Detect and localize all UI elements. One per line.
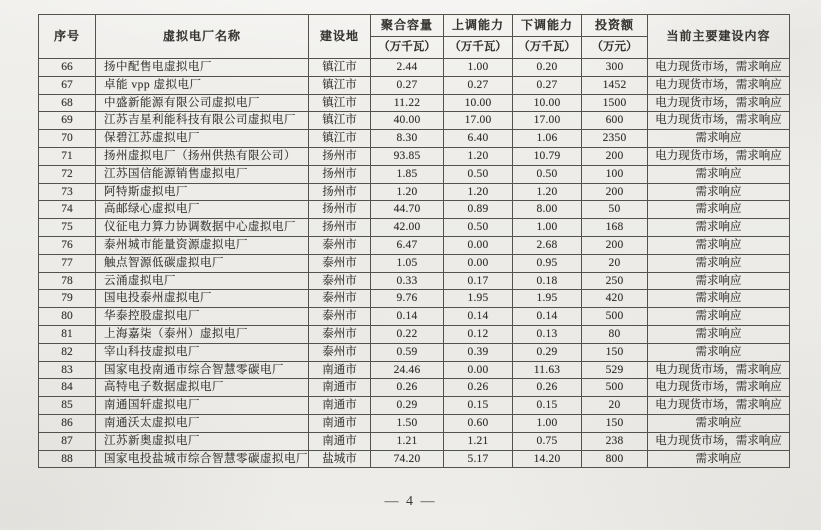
cell-aggregate-capacity: 1.50 (371, 414, 444, 432)
table-row (39, 165, 790, 183)
cell-investment: 150 (582, 414, 648, 432)
cell-aggregate-capacity: 1.21 (371, 432, 444, 450)
cell-plant-name: 南通国轩虚拟电厂 (96, 397, 309, 415)
cell-investment: 238 (582, 432, 648, 450)
cell-investment: 20 (582, 254, 648, 272)
cell-downward-capability: 0.29 (513, 343, 582, 361)
cell-construction-content: 需求响应 (648, 219, 790, 237)
cell-plant-name: 高特电子数据虚拟电厂 (96, 379, 309, 397)
cell-downward-capability: 1.95 (513, 290, 582, 308)
cell-construction-content: 需求响应 (648, 325, 790, 343)
table-row (39, 254, 790, 272)
cell-downward-capability: 10.79 (513, 147, 582, 165)
cell-upward-capability: 0.17 (444, 272, 513, 290)
cell-serial-number: 79 (39, 290, 96, 308)
cell-construction-content: 需求响应 (648, 254, 790, 272)
cell-construction-content: 需求响应 (648, 308, 790, 326)
table-row (39, 219, 790, 237)
table-row (39, 59, 790, 77)
cell-construction-content: 需求响应 (648, 165, 790, 183)
cell-serial-number: 74 (39, 201, 96, 219)
cell-upward-capability: 5.17 (444, 450, 513, 468)
table-row (39, 201, 790, 219)
cell-location: 泰州市 (309, 343, 371, 361)
cell-downward-capability: 0.20 (513, 59, 582, 77)
cell-aggregate-capacity: 93.85 (371, 147, 444, 165)
cell-downward-capability: 0.18 (513, 272, 582, 290)
cell-upward-capability: 1.21 (444, 432, 513, 450)
header-aggregate-capacity: 聚合容量 (371, 15, 444, 37)
table-row (39, 272, 790, 290)
cell-plant-name: 上海嘉柒（泰州）虚拟电厂 (96, 325, 309, 343)
cell-construction-content: 需求响应 (648, 272, 790, 290)
cell-upward-capability: 1.20 (444, 147, 513, 165)
cell-aggregate-capacity: 0.27 (371, 76, 444, 94)
cell-investment: 250 (582, 272, 648, 290)
cell-location: 镇江市 (309, 59, 371, 77)
cell-location: 南通市 (309, 361, 371, 379)
cell-upward-capability: 0.00 (444, 236, 513, 254)
header-location: 建设地 (309, 15, 371, 59)
table-row (39, 94, 790, 112)
cell-investment: 100 (582, 165, 648, 183)
cell-upward-capability: 0.26 (444, 379, 513, 397)
cell-aggregate-capacity: 8.30 (371, 130, 444, 148)
table-row (39, 183, 790, 201)
cell-upward-capability: 1.20 (444, 183, 513, 201)
header-investment-unit: （万元） (582, 37, 648, 59)
cell-aggregate-capacity: 0.29 (371, 397, 444, 415)
cell-serial-number: 78 (39, 272, 96, 290)
cell-serial-number: 75 (39, 219, 96, 237)
cell-upward-capability: 0.60 (444, 414, 513, 432)
cell-investment: 2350 (582, 130, 648, 148)
cell-downward-capability: 1.00 (513, 414, 582, 432)
cell-aggregate-capacity: 6.47 (371, 236, 444, 254)
table-row (39, 361, 790, 379)
table-header (39, 15, 790, 59)
cell-upward-capability: 0.15 (444, 397, 513, 415)
table-row (39, 432, 790, 450)
cell-aggregate-capacity: 9.76 (371, 290, 444, 308)
cell-plant-name: 触点智源低碳虚拟电厂 (96, 254, 309, 272)
header-investment: 投资额 (582, 15, 648, 37)
cell-construction-content: 电力现货市场，需求响应 (648, 432, 790, 450)
cell-investment: 1500 (582, 94, 648, 112)
cell-upward-capability: 0.00 (444, 361, 513, 379)
cell-downward-capability: 2.68 (513, 236, 582, 254)
cell-plant-name: 中盛新能源有限公司虚拟电厂 (96, 94, 309, 112)
cell-aggregate-capacity: 44.70 (371, 201, 444, 219)
cell-serial-number: 67 (39, 76, 96, 94)
cell-aggregate-capacity: 1.85 (371, 165, 444, 183)
table-row (39, 450, 790, 468)
cell-upward-capability: 1.95 (444, 290, 513, 308)
cell-plant-name: 高邮绿心虚拟电厂 (96, 201, 309, 219)
cell-investment: 200 (582, 147, 648, 165)
cell-investment: 500 (582, 379, 648, 397)
cell-aggregate-capacity: 0.22 (371, 325, 444, 343)
cell-aggregate-capacity: 0.59 (371, 343, 444, 361)
cell-plant-name: 卓能 vpp 虚拟电厂 (96, 76, 309, 94)
cell-serial-number: 66 (39, 59, 96, 77)
cell-aggregate-capacity: 0.26 (371, 379, 444, 397)
cell-aggregate-capacity: 74.20 (371, 450, 444, 468)
cell-construction-content: 需求响应 (648, 201, 790, 219)
cell-serial-number: 76 (39, 236, 96, 254)
table-row (39, 397, 790, 415)
cell-serial-number: 84 (39, 379, 96, 397)
cell-construction-content: 需求响应 (648, 343, 790, 361)
virtual-power-plant-table (38, 14, 790, 468)
table-body (39, 59, 790, 468)
cell-serial-number: 68 (39, 94, 96, 112)
cell-upward-capability: 0.12 (444, 325, 513, 343)
cell-serial-number: 88 (39, 450, 96, 468)
cell-serial-number: 87 (39, 432, 96, 450)
cell-investment: 800 (582, 450, 648, 468)
table-row (39, 343, 790, 361)
header-upward-capability-unit: （万千瓦） (444, 37, 513, 59)
cell-downward-capability: 0.50 (513, 165, 582, 183)
cell-serial-number: 81 (39, 325, 96, 343)
cell-upward-capability: 0.39 (444, 343, 513, 361)
cell-investment: 420 (582, 290, 648, 308)
cell-downward-capability: 0.75 (513, 432, 582, 450)
cell-investment: 300 (582, 59, 648, 77)
cell-downward-capability: 0.26 (513, 379, 582, 397)
cell-downward-capability: 14.20 (513, 450, 582, 468)
cell-investment: 200 (582, 183, 648, 201)
header-serial-number: 序号 (39, 15, 96, 59)
cell-construction-content: 电力现货市场，需求响应 (648, 59, 790, 77)
cell-location: 扬州市 (309, 165, 371, 183)
cell-plant-name: 阿特斯虚拟电厂 (96, 183, 309, 201)
cell-investment: 80 (582, 325, 648, 343)
cell-downward-capability: 0.95 (513, 254, 582, 272)
cell-construction-content: 电力现货市场，需求响应 (648, 147, 790, 165)
cell-upward-capability: 0.89 (444, 201, 513, 219)
cell-investment: 529 (582, 361, 648, 379)
table-row (39, 290, 790, 308)
cell-construction-content: 电力现货市场，需求响应 (648, 379, 790, 397)
cell-plant-name: 江苏国信能源销售虚拟电厂 (96, 165, 309, 183)
cell-plant-name: 扬州虚拟电厂（扬州供热有限公司） (96, 147, 309, 165)
cell-location: 泰州市 (309, 325, 371, 343)
cell-serial-number: 83 (39, 361, 96, 379)
cell-construction-content: 需求响应 (648, 183, 790, 201)
cell-construction-content: 需求响应 (648, 290, 790, 308)
header-row-main (39, 15, 790, 37)
cell-construction-content: 电力现货市场，需求响应 (648, 397, 790, 415)
table-row (39, 76, 790, 94)
cell-location: 南通市 (309, 432, 371, 450)
cell-downward-capability: 0.15 (513, 397, 582, 415)
cell-downward-capability: 0.27 (513, 76, 582, 94)
cell-construction-content: 电力现货市场，需求响应 (648, 361, 790, 379)
cell-downward-capability: 17.00 (513, 112, 582, 130)
cell-construction-content: 需求响应 (648, 130, 790, 148)
cell-serial-number: 71 (39, 147, 96, 165)
cell-location: 泰州市 (309, 290, 371, 308)
header-upward-capability: 上调能力 (444, 15, 513, 37)
cell-investment: 20 (582, 397, 648, 415)
cell-construction-content: 需求响应 (648, 236, 790, 254)
cell-investment: 500 (582, 308, 648, 326)
cell-aggregate-capacity: 11.22 (371, 94, 444, 112)
cell-aggregate-capacity: 1.20 (371, 183, 444, 201)
cell-investment: 200 (582, 236, 648, 254)
cell-downward-capability: 1.06 (513, 130, 582, 148)
cell-plant-name: 云涌虚拟电厂 (96, 272, 309, 290)
cell-location: 扬州市 (309, 201, 371, 219)
cell-upward-capability: 0.50 (444, 219, 513, 237)
cell-aggregate-capacity: 1.05 (371, 254, 444, 272)
cell-upward-capability: 10.00 (444, 94, 513, 112)
cell-aggregate-capacity: 0.33 (371, 272, 444, 290)
cell-upward-capability: 17.00 (444, 112, 513, 130)
table-row (39, 112, 790, 130)
header-downward-capability-unit: （万千瓦） (513, 37, 582, 59)
cell-plant-name: 泰州城市能量资源虚拟电厂 (96, 236, 309, 254)
cell-investment: 600 (582, 112, 648, 130)
cell-serial-number: 85 (39, 397, 96, 415)
cell-plant-name: 宰山科技虚拟电厂 (96, 343, 309, 361)
cell-plant-name: 江苏吉星利能科技有限公司虚拟电厂 (96, 112, 309, 130)
cell-upward-capability: 0.14 (444, 308, 513, 326)
cell-upward-capability: 6.40 (444, 130, 513, 148)
header-construction-content: 当前主要建设内容 (648, 15, 790, 59)
cell-plant-name: 保碧江苏虚拟电厂 (96, 130, 309, 148)
cell-aggregate-capacity: 42.00 (371, 219, 444, 237)
cell-upward-capability: 0.00 (444, 254, 513, 272)
cell-downward-capability: 11.63 (513, 361, 582, 379)
cell-plant-name: 江苏新奥虚拟电厂 (96, 432, 309, 450)
cell-construction-content: 电力现货市场，需求响应 (648, 76, 790, 94)
table-row (39, 308, 790, 326)
cell-location: 镇江市 (309, 130, 371, 148)
cell-location: 泰州市 (309, 254, 371, 272)
table-row (39, 147, 790, 165)
cell-location: 镇江市 (309, 94, 371, 112)
cell-investment: 168 (582, 219, 648, 237)
cell-plant-name: 仪征电力算力协调数据中心虚拟电厂 (96, 219, 309, 237)
cell-construction-content: 需求响应 (648, 450, 790, 468)
cell-location: 南通市 (309, 414, 371, 432)
cell-serial-number: 86 (39, 414, 96, 432)
cell-construction-content: 电力现货市场，需求响应 (648, 94, 790, 112)
cell-serial-number: 77 (39, 254, 96, 272)
cell-plant-name: 南通沃太虚拟电厂 (96, 414, 309, 432)
header-aggregate-capacity-unit: （万千瓦） (371, 37, 444, 59)
cell-investment: 150 (582, 343, 648, 361)
header-plant-name: 虚拟电厂名称 (96, 15, 309, 59)
cell-location: 镇江市 (309, 112, 371, 130)
cell-serial-number: 72 (39, 165, 96, 183)
cell-aggregate-capacity: 40.00 (371, 112, 444, 130)
header-downward-capability: 下调能力 (513, 15, 582, 37)
table-row (39, 379, 790, 397)
cell-plant-name: 国家电投盐城市综合智慧零碳虚拟电厂 (96, 450, 309, 468)
cell-location: 泰州市 (309, 236, 371, 254)
cell-serial-number: 69 (39, 112, 96, 130)
cell-downward-capability: 1.20 (513, 183, 582, 201)
cell-serial-number: 80 (39, 308, 96, 326)
cell-location: 南通市 (309, 397, 371, 415)
cell-location: 泰州市 (309, 308, 371, 326)
cell-downward-capability: 0.14 (513, 308, 582, 326)
cell-aggregate-capacity: 0.14 (371, 308, 444, 326)
table-row (39, 130, 790, 148)
cell-plant-name: 华泰控股虚拟电厂 (96, 308, 309, 326)
cell-downward-capability: 0.13 (513, 325, 582, 343)
cell-location: 扬州市 (309, 183, 371, 201)
cell-downward-capability: 8.00 (513, 201, 582, 219)
cell-aggregate-capacity: 2.44 (371, 59, 444, 77)
cell-construction-content: 需求响应 (648, 414, 790, 432)
cell-location: 镇江市 (309, 76, 371, 94)
cell-upward-capability: 0.50 (444, 165, 513, 183)
cell-location: 泰州市 (309, 272, 371, 290)
cell-location: 扬州市 (309, 147, 371, 165)
cell-downward-capability: 10.00 (513, 94, 582, 112)
cell-serial-number: 73 (39, 183, 96, 201)
table-row (39, 325, 790, 343)
cell-serial-number: 82 (39, 343, 96, 361)
cell-location: 扬州市 (309, 219, 371, 237)
page-number: — 4 — (384, 494, 437, 509)
cell-downward-capability: 1.00 (513, 219, 582, 237)
cell-plant-name: 扬中配售电虚拟电厂 (96, 59, 309, 77)
cell-investment: 50 (582, 201, 648, 219)
cell-aggregate-capacity: 24.46 (371, 361, 444, 379)
table-row (39, 236, 790, 254)
cell-upward-capability: 0.27 (444, 76, 513, 94)
cell-upward-capability: 1.00 (444, 59, 513, 77)
cell-plant-name: 国家电投南通市综合智慧零碳电厂 (96, 361, 309, 379)
cell-plant-name: 国电投泰州虚拟电厂 (96, 290, 309, 308)
cell-construction-content: 电力现货市场，需求响应 (648, 112, 790, 130)
cell-serial-number: 70 (39, 130, 96, 148)
cell-location: 南通市 (309, 379, 371, 397)
cell-location: 盐城市 (309, 450, 371, 468)
cell-investment: 1452 (582, 76, 648, 94)
table-row (39, 414, 790, 432)
